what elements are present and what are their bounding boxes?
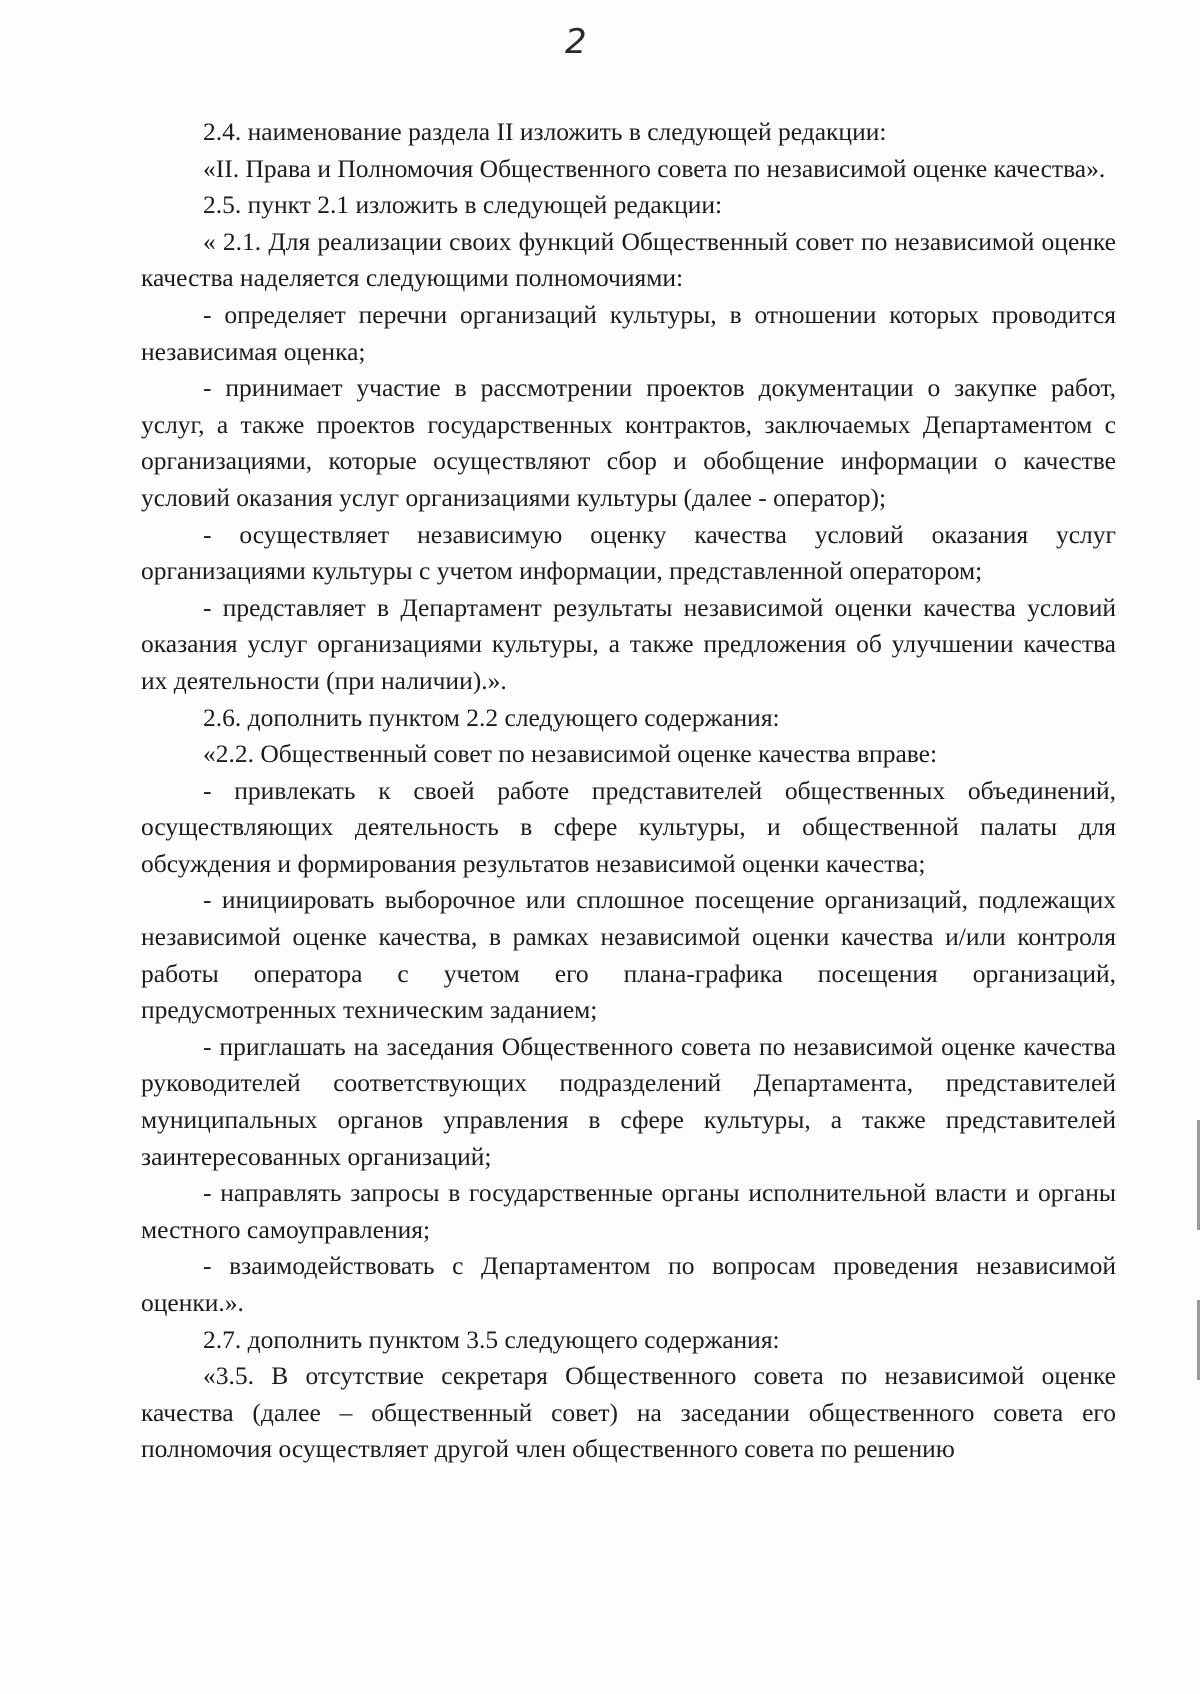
- list-item-power-4: - представляет в Департамент результаты независимой оценки качества условий оказания услуг организациями культуры, а также предложения об улучшении качества их деятельности (при наличии).».: [141, 592, 1116, 695]
- list-item-right-4: - направлять запросы в государственные органы исполнительной власти и органы местного самоуправления;: [141, 1178, 1116, 1244]
- paragraph-2-6: 2.6. дополнить пунктом 2.2 следующего содержания:: [203, 702, 780, 732]
- paragraph-section-title: «II. Права и Полномочия Общественного совета по независимой оценке качества».: [203, 153, 1106, 183]
- list-item-power-1: - определяет перечни организаций культуры, в отношении которых проводится независимая оценка;: [141, 299, 1116, 366]
- document-body: [141, 114, 1116, 1468]
- page-number: 2: [565, 22, 588, 62]
- paragraph-2-5: 2.5. пункт 2.1 изложить в следующей редакции:: [203, 190, 723, 220]
- paragraph-2-1-intro: « 2.1. Для реализации своих функций Общественный совет по независимой оценке качества наделяется следующими полномочиями:: [141, 226, 1116, 293]
- list-item-right-2: - инициировать выборочное или сплошное посещение организаций, подлежащих независимой оценке качества, в рамках независимой оценки качества и/или контроля работы оператора с учетом его плана-графика посещения организаций, предусмотренных техническим заданием;: [141, 885, 1116, 1025]
- list-item-power-3: - осуществляет независимую оценку качества условий оказания услуг организациями культуры с учетом информации, представленной оператором;: [141, 519, 1116, 586]
- list-item-right-1: - привлекать к своей работе представителей общественных объединений, осуществляющих деятельность в сфере культуры, и общественной палаты для обсуждения и формирования результатов независимой оценки качества;: [141, 775, 1116, 878]
- list-item-right-3: - приглашать на заседания Общественного совета по независимой оценке качества руководителей соответствующих подразделений Департамента, представителей муниципальных органов управления в сфере культуры, а также представителей заинтересованных организаций;: [141, 1031, 1116, 1171]
- paragraph-3-5: «3.5. В отсутствие секретаря Общественного совета по независимой оценке качества (далее – общественный совет) на заседании общественного совета его полномочия осуществляет другой член общественного совета по решению: [141, 1361, 1116, 1464]
- list-item-right-5: - взаимодействовать с Департаментом по вопросам проведения независимой оценки.».: [141, 1251, 1116, 1317]
- list-item-power-2: - принимает участие в рассмотрении проектов документации о закупке работ, услуг, а также проектов государственных контрактов, заключаемых Департаментом с организациями, которые осуществляют сбор и обобщение информации о качестве условий оказания услуг организациями культуры (далее - оператор);: [141, 373, 1116, 512]
- paragraph-2-4: 2.4. наименование раздела II изложить в следующей редакции:: [203, 117, 887, 146]
- paragraph-2-7: 2.7. дополнить пунктом 3.5 следующего содержания:: [203, 1324, 780, 1354]
- paragraph-2-2-intro: «2.2. Общественный совет по независимой оценке качества вправе:: [203, 739, 938, 769]
